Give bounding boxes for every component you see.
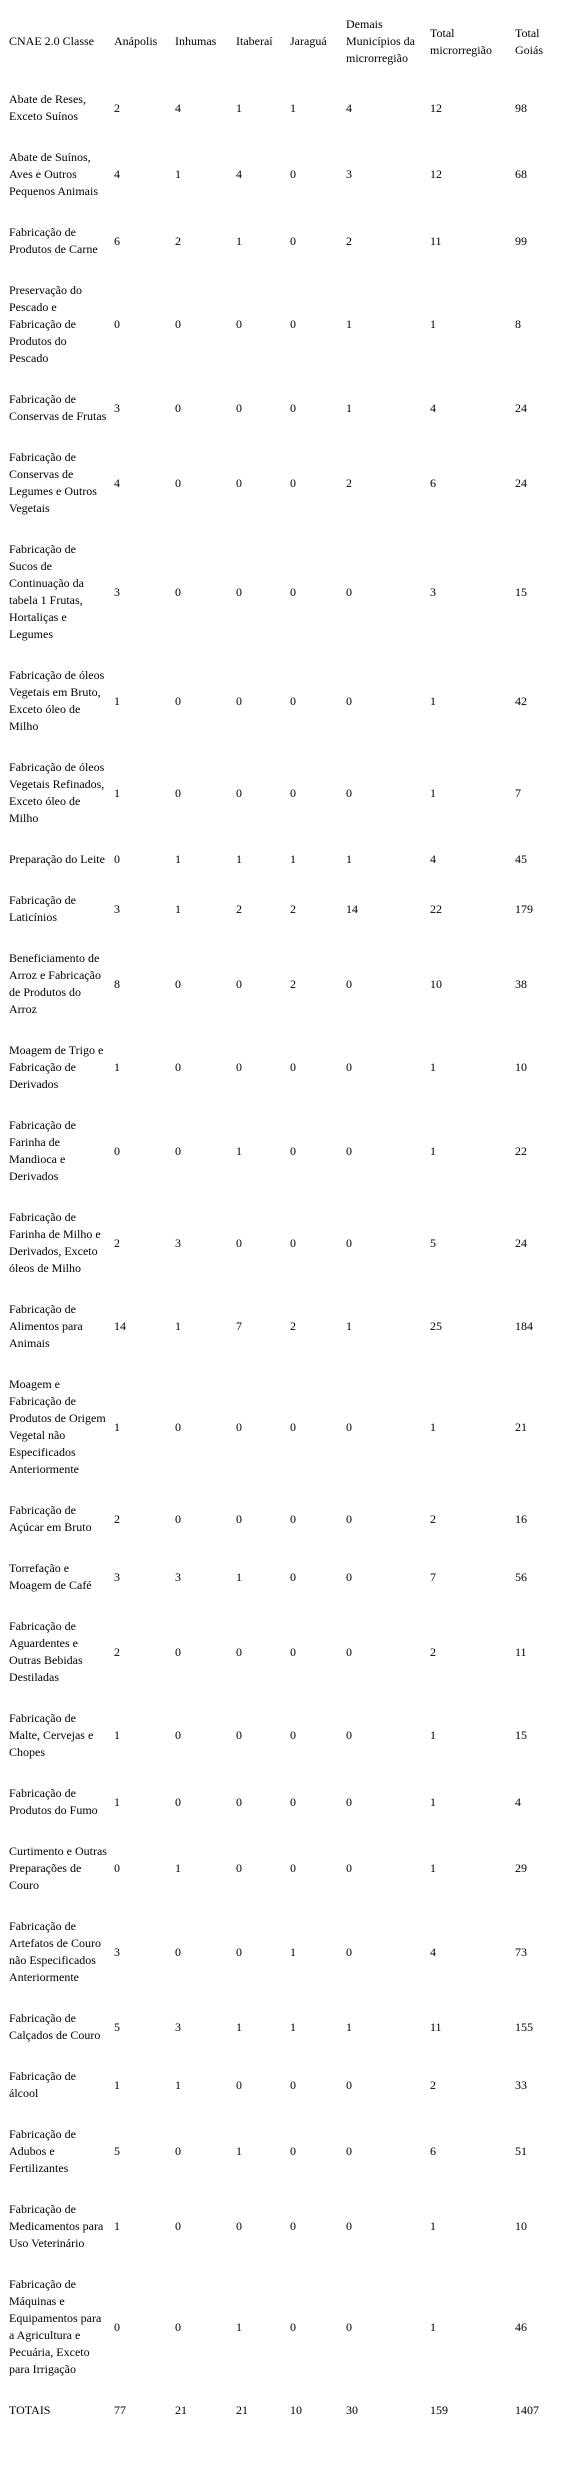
table-row	[6, 529, 561, 655]
cnae-class-cell: Abate de Reses, Exceto Suínos	[9, 92, 86, 123]
itaberai-cell: 7	[236, 1319, 242, 1333]
demais-cell: 14	[346, 901, 358, 916]
table-row	[6, 1364, 561, 1490]
total-microrregiao-cell: 1	[430, 1143, 436, 1158]
anapolis-cell: 14	[114, 1319, 126, 1333]
inhumas-cell: 0	[175, 693, 181, 708]
itaberai-cell: 0	[236, 1861, 242, 1875]
table-row	[6, 1105, 561, 1197]
itaberai-cell: 0	[236, 976, 242, 991]
table-row	[6, 747, 561, 839]
total-microrregiao-cell: 10	[430, 976, 442, 991]
total-microrregiao-cell: 1	[430, 1728, 436, 1742]
demais-cell: 1	[346, 2019, 352, 2034]
header-cell-demais: Demais Municípios da microrregião	[346, 17, 415, 65]
itaberai-cell: 0	[236, 1060, 242, 1074]
total-microrregiao-cell: 2	[430, 1511, 436, 1526]
anapolis-cell: 0	[114, 2319, 120, 2334]
cnae-class-cell: Fabricação de óleos Vegetais em Bruto, Exceto óleo de Milho	[9, 668, 105, 733]
total-goias-cell: 99	[515, 233, 527, 248]
cnae-class-cell: TOTAIS	[9, 2403, 51, 2417]
total-goias-cell: 15	[515, 584, 527, 599]
header-cell-total-microrregiao: Total microrregião	[430, 25, 492, 57]
inhumas-cell: 0	[175, 2219, 181, 2233]
inhumas-cell: 21	[175, 2403, 187, 2417]
total-microrregiao-cell: 159	[430, 2403, 448, 2417]
inhumas-cell: 0	[175, 1060, 181, 1074]
itaberai-cell: 0	[236, 1728, 242, 1742]
demais-cell: 0	[346, 1644, 352, 1659]
anapolis-cell: 2	[114, 100, 120, 115]
anapolis-cell: 3	[114, 1569, 120, 1584]
demais-cell: 1	[346, 400, 352, 415]
total-microrregiao-cell: 25	[430, 1319, 442, 1333]
total-goias-cell: 46	[515, 2319, 527, 2334]
anapolis-cell: 2	[114, 1644, 120, 1659]
jaragua-cell: 0	[290, 233, 296, 248]
total-microrregiao-cell: 2	[430, 2077, 436, 2092]
inhumas-cell: 1	[175, 901, 181, 916]
demais-cell: 0	[346, 2077, 352, 2092]
anapolis-cell: 8	[114, 976, 120, 991]
jaragua-cell: 1	[290, 1944, 296, 1959]
anapolis-cell: 2	[114, 1235, 120, 1250]
jaragua-cell: 0	[290, 1644, 296, 1659]
cnae-class-cell: Torrefação e Moagem de Café	[9, 1561, 92, 1592]
demais-cell: 0	[346, 1569, 352, 1584]
total-goias-cell: 98	[515, 100, 527, 115]
itaberai-cell: 0	[236, 1944, 242, 1959]
anapolis-cell: 1	[114, 785, 120, 800]
total-microrregiao-cell: 6	[430, 475, 436, 490]
inhumas-cell: 0	[175, 785, 181, 800]
inhumas-cell: 0	[175, 1728, 181, 1742]
itaberai-cell: 4	[236, 167, 242, 181]
inhumas-cell: 0	[175, 1143, 181, 1158]
itaberai-cell: 0	[236, 1794, 242, 1809]
jaragua-cell: 2	[290, 901, 296, 916]
cnae-class-cell: Fabricação de óleos Vegetais Refinados, Exceto óleo de Milho	[9, 760, 105, 825]
anapolis-cell: 5	[114, 2144, 120, 2158]
demais-cell: 30	[346, 2403, 358, 2417]
total-microrregiao-cell: 1	[430, 1060, 436, 1074]
anapolis-cell: 3	[114, 584, 120, 599]
total-goias-cell: 22	[515, 1143, 527, 1158]
anapolis-cell: 4	[114, 167, 120, 181]
cnae-class-cell: Curtimento e Outras Preparações de Couro	[9, 1844, 107, 1892]
itaberai-cell: 0	[236, 475, 242, 490]
jaragua-cell: 2	[290, 976, 296, 991]
total-microrregiao-cell: 3	[430, 584, 436, 599]
demais-cell: 0	[346, 693, 352, 708]
total-goias-cell: 16	[515, 1511, 527, 1526]
table-row	[6, 2264, 561, 2390]
total-goias-cell: 56	[515, 1569, 527, 1584]
anapolis-cell: 0	[114, 1861, 120, 1875]
jaragua-cell: 0	[290, 2077, 296, 2092]
jaragua-cell: 0	[290, 1511, 296, 1526]
anapolis-cell: 0	[114, 852, 120, 866]
itaberai-cell: 0	[236, 400, 242, 415]
total-goias-cell: 68	[515, 167, 527, 181]
cnae-class-cell: Fabricação de Artefatos de Couro não Especificados Anteriormente	[9, 1919, 101, 1984]
table-row	[6, 839, 561, 880]
table-body	[6, 79, 561, 2431]
demais-cell: 2	[346, 475, 352, 490]
jaragua-cell: 0	[290, 1794, 296, 1809]
total-microrregiao-cell: 6	[430, 2144, 436, 2158]
total-microrregiao-cell: 12	[430, 100, 442, 115]
header-row	[6, 4, 561, 79]
cnae-class-cell: Beneficiamento de Arroz e Fabricação de Produtos do Arroz	[9, 951, 101, 1016]
anapolis-cell: 1	[114, 2219, 120, 2233]
itaberai-cell: 1	[236, 100, 242, 115]
jaragua-cell: 0	[290, 1143, 296, 1158]
total-microrregiao-cell: 1	[430, 1419, 436, 1434]
jaragua-cell: 0	[290, 1569, 296, 1584]
inhumas-cell: 3	[175, 1235, 181, 1250]
header-cell-total-goias: Total Goiás	[515, 25, 543, 57]
itaberai-cell: 1	[236, 1143, 242, 1158]
jaragua-cell: 1	[290, 100, 296, 115]
header-cell-itaberai: Itaberaí	[236, 34, 273, 48]
jaragua-cell: 10	[290, 2403, 302, 2417]
header-cell-inhumas: Inhumas	[175, 34, 217, 48]
table-row	[6, 137, 561, 212]
itaberai-cell: 1	[236, 2144, 242, 2158]
total-microrregiao-cell: 1	[430, 693, 436, 708]
anapolis-cell: 3	[114, 1944, 120, 1959]
table-row	[6, 1998, 561, 2056]
cnae-class-cell: Fabricação de Produtos de Carne	[9, 225, 98, 256]
total-microrregiao-cell: 7	[430, 1569, 436, 1584]
total-goias-cell: 45	[515, 852, 527, 866]
inhumas-cell: 0	[175, 976, 181, 991]
jaragua-cell: 0	[290, 167, 296, 181]
jaragua-cell: 0	[290, 1728, 296, 1742]
jaragua-cell: 0	[290, 400, 296, 415]
itaberai-cell: 1	[236, 2019, 242, 2034]
itaberai-cell: 0	[236, 693, 242, 708]
demais-cell: 0	[346, 584, 352, 599]
total-goias-cell: 38	[515, 976, 527, 991]
inhumas-cell: 0	[175, 584, 181, 599]
cnae-class-cell: Fabricação de Conservas de Legumes e Outros Vegetais	[9, 450, 97, 515]
table-row	[6, 880, 561, 938]
table-row	[6, 379, 561, 437]
inhumas-cell: 0	[175, 317, 181, 331]
inhumas-cell: 0	[175, 1944, 181, 1959]
inhumas-cell: 0	[175, 1644, 181, 1659]
inhumas-cell: 3	[175, 2019, 181, 2034]
total-goias-cell: 1407	[515, 2403, 539, 2417]
itaberai-cell: 0	[236, 1419, 242, 1434]
anapolis-cell: 6	[114, 233, 120, 248]
inhumas-cell: 0	[175, 1794, 181, 1809]
anapolis-cell: 5	[114, 2019, 120, 2034]
cnae-class-cell: Fabricação de Alimentos para Animais	[9, 1302, 83, 1350]
jaragua-cell: 0	[290, 1861, 296, 1875]
total-microrregiao-cell: 4	[430, 852, 436, 866]
demais-cell: 0	[346, 2219, 352, 2233]
table-row	[6, 1831, 561, 1906]
table-row	[6, 79, 561, 137]
itaberai-cell: 0	[236, 1511, 242, 1526]
jaragua-cell: 0	[290, 1060, 296, 1074]
cnae-table	[6, 4, 561, 2431]
itaberai-cell: 1	[236, 1569, 242, 1584]
total-goias-cell: 179	[515, 901, 533, 916]
total-goias-cell: 42	[515, 693, 527, 708]
total-goias-cell: 24	[515, 475, 527, 490]
table-row	[6, 2056, 561, 2114]
demais-cell: 0	[346, 2144, 352, 2158]
itaberai-cell: 0	[236, 1644, 242, 1659]
total-microrregiao-cell: 11	[430, 233, 442, 248]
demais-cell: 1	[346, 1319, 352, 1333]
jaragua-cell: 0	[290, 1235, 296, 1250]
cnae-class-cell: Moagem de Trigo e Fabricação de Derivados	[9, 1043, 104, 1091]
cnae-class-cell: Abate de Suínos, Aves e Outros Pequenos Animais	[9, 150, 98, 198]
itaberai-cell: 1	[236, 852, 242, 866]
table-row	[6, 1698, 561, 1773]
anapolis-cell: 0	[114, 317, 120, 331]
inhumas-cell: 4	[175, 100, 181, 115]
total-goias-cell: 10	[515, 2219, 527, 2233]
anapolis-cell: 0	[114, 1143, 120, 1158]
inhumas-cell: 1	[175, 2077, 181, 2092]
inhumas-cell: 1	[175, 1861, 181, 1875]
anapolis-cell: 4	[114, 475, 120, 490]
demais-cell: 1	[346, 317, 352, 331]
jaragua-cell: 0	[290, 2219, 296, 2233]
total-microrregiao-cell: 22	[430, 901, 442, 916]
total-microrregiao-cell: 1	[430, 785, 436, 800]
total-goias-cell: 51	[515, 2144, 527, 2158]
table-row	[6, 2189, 561, 2264]
total-microrregiao-cell: 1	[430, 2319, 436, 2334]
anapolis-cell: 77	[114, 2403, 126, 2417]
inhumas-cell: 1	[175, 1319, 181, 1333]
total-goias-cell: 4	[515, 1794, 521, 1809]
cnae-class-cell: Fabricação de Farinha de Mandioca e Derivados	[9, 1118, 76, 1183]
jaragua-cell: 0	[290, 693, 296, 708]
table-row	[6, 1030, 561, 1105]
cnae-class-cell: Preservação do Pescado e Fabricação de Produtos do Pescado	[9, 283, 82, 365]
total-goias-cell: 73	[515, 1944, 527, 1959]
jaragua-cell: 0	[290, 584, 296, 599]
cnae-class-cell: Fabricação de Medicamentos para Uso Veterinário	[9, 2202, 104, 2250]
header-cell-cnae: CNAE 2.0 Classe	[9, 34, 94, 48]
jaragua-cell: 0	[290, 317, 296, 331]
inhumas-cell: 2	[175, 233, 181, 248]
jaragua-cell: 0	[290, 2319, 296, 2334]
table-row	[6, 1548, 561, 1606]
cnae-class-cell: Moagem e Fabricação de Produtos de Origem Vegetal não Especificados Anteriormente	[9, 1377, 106, 1476]
table-row	[6, 270, 561, 379]
cnae-class-cell: Fabricação de Produtos do Fumo	[9, 1786, 98, 1817]
inhumas-cell: 0	[175, 1419, 181, 1434]
table-row	[6, 655, 561, 747]
demais-cell: 0	[346, 1060, 352, 1074]
cnae-class-cell: Fabricação de Conservas de Frutas	[9, 392, 107, 423]
total-goias-cell: 8	[515, 317, 521, 331]
demais-cell: 2	[346, 233, 352, 248]
total-microrregiao-cell: 1	[430, 2219, 436, 2233]
inhumas-cell: 0	[175, 475, 181, 490]
demais-cell: 0	[346, 785, 352, 800]
total-microrregiao-cell: 5	[430, 1235, 436, 1250]
inhumas-cell: 1	[175, 852, 181, 866]
table-row	[6, 1773, 561, 1831]
itaberai-cell: 0	[236, 2219, 242, 2233]
demais-cell: 0	[346, 1235, 352, 1250]
anapolis-cell: 3	[114, 901, 120, 916]
demais-cell: 0	[346, 1794, 352, 1809]
total-microrregiao-cell: 11	[430, 2019, 442, 2034]
total-goias-cell: 10	[515, 1060, 527, 1074]
demais-cell: 3	[346, 167, 352, 181]
total-goias-cell: 155	[515, 2019, 533, 2034]
cnae-class-cell: Fabricação de Calçados de Couro	[9, 2011, 101, 2042]
anapolis-cell: 1	[114, 1060, 120, 1074]
demais-cell: 0	[346, 1143, 352, 1158]
anapolis-cell: 2	[114, 1511, 120, 1526]
cnae-class-cell: Fabricação de Açúcar em Bruto	[9, 1503, 92, 1534]
inhumas-cell: 0	[175, 2144, 181, 2158]
itaberai-cell: 1	[236, 233, 242, 248]
demais-cell: 1	[346, 852, 352, 866]
demais-cell: 0	[346, 1511, 352, 1526]
anapolis-cell: 1	[114, 1419, 120, 1434]
total-goias-cell: 24	[515, 1235, 527, 1250]
anapolis-cell: 1	[114, 1794, 120, 1809]
cnae-class-cell: Fabricação de Adubos e Fertilizantes	[9, 2127, 76, 2175]
cnae-class-cell: Fabricação de Malte, Cervejas e Chopes	[9, 1711, 94, 1759]
cnae-class-cell: Fabricação de álcool	[9, 2069, 76, 2100]
total-microrregiao-cell: 2	[430, 1644, 436, 1659]
itaberai-cell: 2	[236, 901, 242, 916]
jaragua-cell: 2	[290, 1319, 296, 1333]
table-row	[6, 1490, 561, 1548]
table-row	[6, 2114, 561, 2189]
inhumas-cell: 0	[175, 1511, 181, 1526]
inhumas-cell: 3	[175, 1569, 181, 1584]
anapolis-cell: 1	[114, 2077, 120, 2092]
jaragua-cell: 1	[290, 2019, 296, 2034]
table-row	[6, 1606, 561, 1698]
anapolis-cell: 3	[114, 400, 120, 415]
table-row	[6, 1197, 561, 1289]
demais-cell: 0	[346, 1861, 352, 1875]
total-microrregiao-cell: 4	[430, 1944, 436, 1959]
itaberai-cell: 0	[236, 2077, 242, 2092]
jaragua-cell: 0	[290, 2144, 296, 2158]
total-goias-cell: 7	[515, 785, 521, 800]
total-microrregiao-cell: 12	[430, 167, 442, 181]
jaragua-cell: 0	[290, 475, 296, 490]
total-goias-cell: 33	[515, 2077, 527, 2092]
itaberai-cell: 0	[236, 785, 242, 800]
header-cell-jaragua: Jaraguá	[290, 34, 327, 48]
demais-cell: 0	[346, 1728, 352, 1742]
itaberai-cell: 21	[236, 2403, 248, 2417]
total-microrregiao-cell: 1	[430, 1794, 436, 1809]
anapolis-cell: 1	[114, 1728, 120, 1742]
totals-row	[6, 2390, 561, 2431]
demais-cell: 0	[346, 2319, 352, 2334]
total-goias-cell: 184	[515, 1319, 533, 1333]
table-row	[6, 212, 561, 270]
table-row	[6, 437, 561, 529]
anapolis-cell: 1	[114, 693, 120, 708]
inhumas-cell: 0	[175, 400, 181, 415]
cnae-class-cell: Fabricação de Laticínios	[9, 893, 76, 924]
total-microrregiao-cell: 1	[430, 1861, 436, 1875]
jaragua-cell: 0	[290, 785, 296, 800]
itaberai-cell: 0	[236, 317, 242, 331]
cnae-class-cell: Fabricação de Máquinas e Equipamentos para a Agricultura e Pecuária, Exceto para Irrigação	[9, 2277, 102, 2376]
header-cell-anapolis: Anápolis	[114, 34, 158, 48]
itaberai-cell: 1	[236, 2319, 242, 2334]
demais-cell: 0	[346, 976, 352, 991]
jaragua-cell: 0	[290, 1419, 296, 1434]
inhumas-cell: 1	[175, 167, 181, 181]
total-goias-cell: 29	[515, 1861, 527, 1875]
demais-cell: 0	[346, 1944, 352, 1959]
inhumas-cell: 0	[175, 2319, 181, 2334]
table-row	[6, 1906, 561, 1998]
total-goias-cell: 15	[515, 1728, 527, 1742]
demais-cell: 0	[346, 1419, 352, 1434]
demais-cell: 4	[346, 100, 352, 115]
cnae-class-cell: Preparação do Leite	[9, 852, 105, 866]
table-row	[6, 938, 561, 1030]
total-microrregiao-cell: 1	[430, 317, 436, 331]
jaragua-cell: 1	[290, 852, 296, 866]
cnae-class-cell: Fabricação de Sucos de Continuação da tabela 1 Frutas, Hortaliças e Legumes	[9, 542, 84, 641]
cnae-class-cell: Fabricação de Aguardentes e Outras Bebidas Destiladas	[9, 1619, 83, 1684]
total-microrregiao-cell: 4	[430, 400, 436, 415]
total-goias-cell: 11	[515, 1644, 527, 1659]
itaberai-cell: 0	[236, 1235, 242, 1250]
itaberai-cell: 0	[236, 584, 242, 599]
table-row	[6, 1289, 561, 1364]
cnae-class-cell: Fabricação de Farinha de Milho e Derivados, Exceto óleos de Milho	[9, 1210, 101, 1275]
total-goias-cell: 24	[515, 400, 527, 415]
total-goias-cell: 21	[515, 1419, 527, 1434]
